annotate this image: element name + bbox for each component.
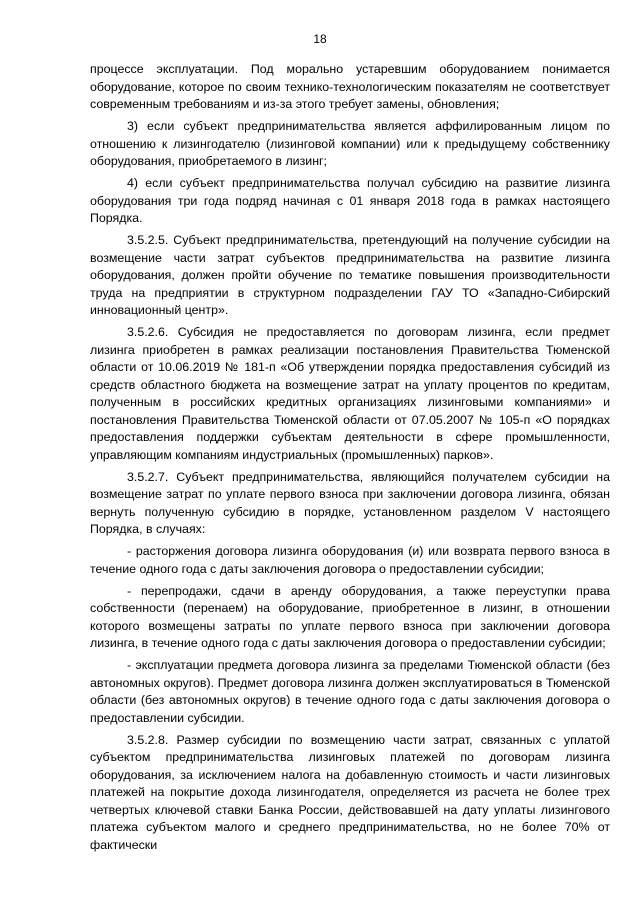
- paragraph-continuation: процессе эксплуатации. Под морально устаревшим оборудованием понимается оборудование, которое по своим технико-технологическим показателям не соответствует современным требованиям и из-за этого требует замены, обновления;: [90, 62, 610, 111]
- paragraph-3-5-2-7: 3.5.2.7. Субъект предпринимательства, являющийся получателем субсидии на возмещение затрат по уплате первого взноса при заключении договора лизинга, обязан вернуть полученную субсидию в порядке, установленном разделом V настоящего Порядка, в случаях:: [90, 469, 610, 536]
- document-body: [90, 61, 610, 859]
- paragraph-item-4: 4) если субъект предпринимательства получал субсидию на развитие лизинга оборудования три года подряд начиная с 01 января 2018 года в рамках настоящего Порядка.: [90, 176, 610, 225]
- paragraph-3-5-2-5: 3.5.2.5. Субъект предпринимательства, претендующий на получение субсидии на возмещение части затрат субъектов предпринимательства на развитие лизинга оборудования, должен пройти обучение по тематике повышения производительности труда на предприятии в структурном подразделении ГАУ ТО «Западно-Сибирский инновационный центр».: [90, 233, 610, 317]
- list-item-operation: - эксплуатации предмета договора лизинга за пределами Тюменской области (без автономных округов). Предмет договора лизинга должен эксплуатироваться в Тюменской области (без автономных округов) в течение одного года с даты заключения договора о предоставлении субсидии.: [90, 658, 610, 725]
- paragraph-3-5-2-8: 3.5.2.8. Размер субсидии по возмещению части затрат, связанных с уплатой субъектом предпринимательства лизинговых платежей по договорам лизинга оборудования, за исключением налога на добавленную стоимость и части лизинговых платежей на покрытие дохода лизингодателя, определяется из расчета не более трех четвертых ключевой ставки Банка России, действовавшей на дату уплаты лизингового платежа субъектом малого и среднего предпринимательства, но не более 70% от фактически: [90, 732, 610, 852]
- list-item-termination: - расторжения договора лизинга оборудования (и) или возврата первого взноса в течение одного года с даты заключения договора о предоставлении субсидии;: [90, 544, 610, 576]
- paragraph-3-5-2-6: 3.5.2.6. Субсидия не предоставляется по договорам лизинга, если предмет лизинга приобретен в рамках реализации постановления Правительства Тюменской области от 10.06.2019 № 181-п «Об утверждении порядка предоставления субсидий из средств областного бюджета на возмещение затрат на уплату процентов по кредитам, полученным в российских кредитных организациях лизинговыми компаниями» и постановления Правительства Тюменской области от 07.05.2007 № 105-п «О порядках предоставления поддержки субъектам деятельности в сфере промышленности, управляющим компаниям индустриальных (промышленных) парков».: [90, 325, 610, 462]
- page-number: 18: [313, 32, 327, 46]
- paragraph-item-3: 3) если субъект предпринимательства является аффилированным лицом по отношению к лизингодателю (лизинговой компании) или к предыдущему собственнику оборудования, приобретаемого в лизинг;: [90, 119, 610, 168]
- list-item-resale: - перепродажи, сдачи в аренду оборудования, а также переуступки права собственности (перенаем) на оборудование, приобретенное в лизинг, в отношении которого возмещены затраты по уплате первого взноса при заключении договора лизинга, в течение одного года с даты заключения договора о предоставлении субсидии;: [90, 583, 610, 650]
